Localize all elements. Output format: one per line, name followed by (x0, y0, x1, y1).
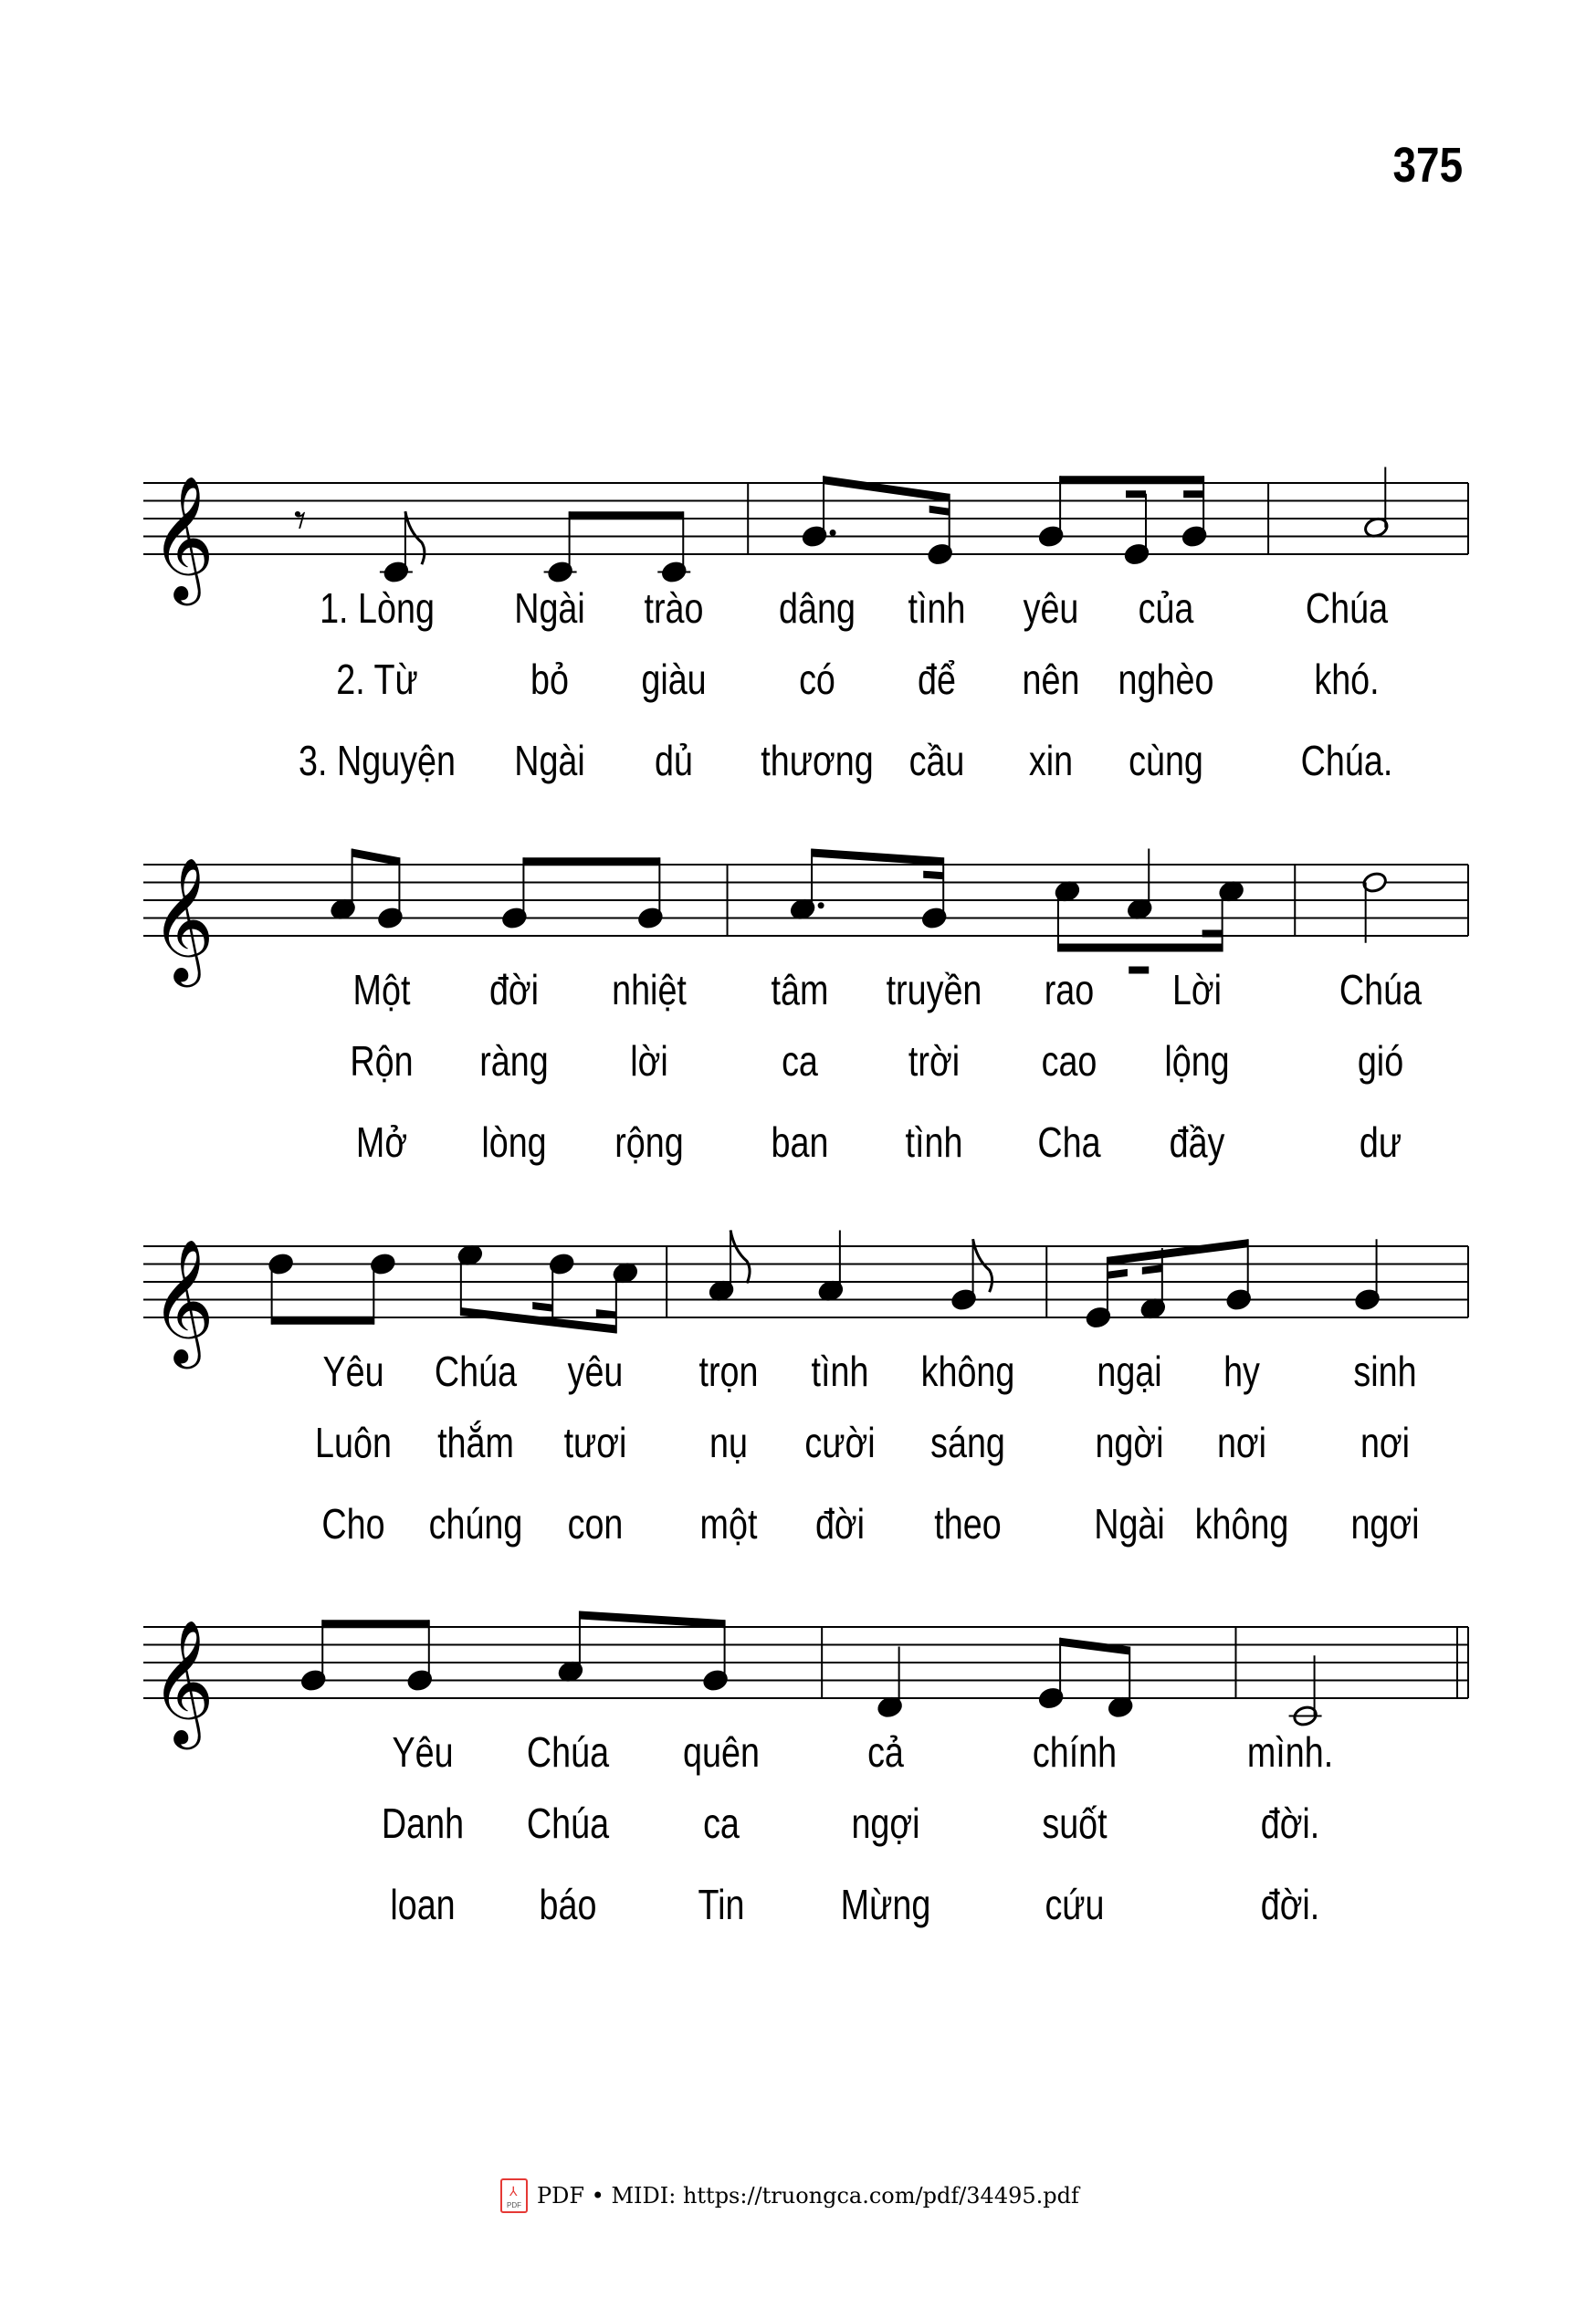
lyric-word: Chúa. (1300, 737, 1393, 784)
lyric-word: giàu (641, 656, 707, 703)
lyric-word: quên (683, 1728, 761, 1776)
lyric-word: để (918, 656, 957, 703)
page-number: 375 (1392, 138, 1463, 193)
lyric-word: loan (390, 1881, 456, 1928)
lyric-word: Rộn (350, 1037, 414, 1085)
lyric-word: trời (908, 1037, 961, 1085)
lyric-word: rộng (614, 1118, 684, 1166)
treble-clef-icon: 𝄞 (151, 474, 215, 600)
treble-clef-icon: 𝄞 (151, 855, 215, 981)
lyric-word: Mừng (840, 1881, 931, 1928)
lyric-word: Chúa (435, 1348, 518, 1395)
footer-link[interactable] (500, 2178, 1079, 2213)
lyric-word: Ngài (514, 737, 586, 784)
lyric-word: Chúa (1339, 966, 1423, 1013)
lyric-word: Mở (355, 1118, 407, 1166)
lyric-word: thắm (437, 1419, 515, 1466)
lyric-word: theo (934, 1500, 1003, 1548)
lyric-word: báo (539, 1881, 597, 1928)
note-beam (1058, 944, 1223, 952)
sixteenth-beam (532, 1302, 552, 1312)
lyric-word: đời. (1261, 1881, 1320, 1928)
lyric-word: Cha (1036, 1118, 1101, 1166)
lyric-word: tươi (564, 1419, 627, 1466)
lyric-word: Tin (698, 1881, 745, 1928)
note-beam (1108, 1239, 1248, 1265)
lyric-word: Ngài (514, 584, 586, 632)
lyric-word: Yêu (392, 1728, 454, 1776)
lyric-word: ngơi (1350, 1500, 1420, 1548)
lyric-word: ràng (479, 1037, 550, 1085)
note-beam (1060, 476, 1203, 484)
treble-clef-icon: 𝄞 (151, 1237, 215, 1363)
lyric-word: đời (489, 966, 540, 1013)
lyric-word: tình (908, 584, 966, 632)
lyric-word: ban (771, 1118, 829, 1166)
lyric-word: 2. Từ (336, 656, 418, 703)
lyric-word: trọn (698, 1348, 759, 1395)
lyric-word: Ngài (1094, 1500, 1165, 1548)
lyric-word: chính (1032, 1728, 1118, 1776)
sixteenth-beam (1126, 490, 1146, 498)
sixteenth-beam (923, 871, 943, 879)
sixteenth-beam (929, 506, 950, 516)
sixteenth-beam (1129, 967, 1149, 974)
lyric-word: nơi (1216, 1419, 1267, 1466)
lyric-word: con (568, 1500, 624, 1548)
pdf-icon-label: PDF (507, 2201, 521, 2209)
lyric-word: nụ (709, 1419, 749, 1466)
eighth-rest-icon: 𝄾 (293, 493, 307, 549)
note-beam (322, 1620, 429, 1628)
lyric-word: cả (866, 1728, 904, 1776)
lyric-word: rao (1044, 966, 1094, 1013)
lyric-word: dủ (655, 737, 694, 784)
lyric-word: Yêu (322, 1348, 384, 1395)
lyric-word: một (699, 1500, 758, 1548)
lyric-word: đời. (1261, 1800, 1320, 1847)
lyric-word: ngợi (851, 1800, 920, 1847)
sixteenth-beam (1202, 930, 1223, 938)
lyric-word: lời (629, 1037, 668, 1085)
note-beam (812, 848, 943, 866)
note-flag (730, 1230, 750, 1283)
sixteenth-beam (1142, 1264, 1162, 1275)
treble-clef-icon: 𝄞 (151, 1618, 215, 1744)
lyric-word: khó. (1314, 656, 1380, 703)
augmentation-dot (830, 530, 836, 536)
lyric-word: có (799, 656, 836, 703)
footer-text[interactable]: PDF • MIDI: https://truongca.com/pdf/34495.pdf (537, 2183, 1079, 2209)
lyric-word: mình. (1247, 1728, 1334, 1776)
lyric-word: xin (1028, 737, 1074, 784)
lyric-word: ca (781, 1037, 818, 1085)
lyric-word: Luôn (314, 1419, 392, 1466)
lyric-word: yêu (568, 1348, 624, 1395)
lyric-word: nghèo (1118, 656, 1214, 703)
note-beam (272, 1317, 374, 1325)
note-beam (1060, 1638, 1129, 1655)
lyric-word: yêu (1023, 584, 1079, 632)
lyric-word: ngời (1095, 1419, 1164, 1466)
sixteenth-beam (1108, 1269, 1128, 1279)
lyric-word: truyền (886, 966, 982, 1013)
note-beam (523, 857, 659, 866)
lyric-word: Lời (1172, 966, 1223, 1013)
lyric-word: cười (803, 1419, 876, 1466)
pdf-file-icon: ⅄ PDF (500, 2178, 528, 2213)
lyric-word: đầy (1169, 1118, 1225, 1166)
lyric-word: Chúa (1305, 584, 1388, 632)
lyric-word: sinh (1353, 1348, 1417, 1395)
lyric-word: tình (905, 1118, 963, 1166)
lyric-word: cùng (1129, 737, 1204, 784)
lyric-word: Danh (381, 1800, 465, 1847)
lyric-word: nhiệt (611, 966, 687, 1013)
lyric-word: thương (761, 737, 875, 784)
lyric-word: Chúa (526, 1728, 609, 1776)
lyric-word: chúng (428, 1500, 523, 1548)
lyric-word: cầu (909, 737, 965, 784)
lyric-word: Một (352, 966, 411, 1013)
lyric-word: Chúa (526, 1800, 609, 1847)
note-beam (824, 476, 950, 502)
lyric-word: sáng (930, 1419, 1006, 1466)
lyric-word: nơi (1360, 1419, 1411, 1466)
lyric-word: tình (811, 1348, 869, 1395)
augmentation-dot (818, 902, 824, 908)
lyric-word: bỏ (530, 656, 570, 703)
lyric-word: hy (1223, 1348, 1260, 1395)
lyric-word: suốt (1042, 1800, 1108, 1847)
lyric-word: dư (1360, 1118, 1402, 1166)
lyric-word: không (1194, 1500, 1289, 1548)
lyric-word: 3. Nguyện (298, 737, 456, 784)
lyric-word: trào (644, 584, 704, 632)
sixteenth-beam (1183, 490, 1203, 498)
note-beam (461, 1307, 616, 1334)
lyric-word: nên (1022, 656, 1080, 703)
note-beam (352, 848, 400, 866)
lyric-word: lòng (481, 1118, 548, 1166)
lyric-word: 1. Lòng (319, 584, 435, 632)
lyric-word: của (1138, 584, 1194, 632)
lyric-word: dâng (779, 584, 856, 632)
lyric-word: cứu (1045, 1881, 1105, 1928)
lyric-word: tâm (771, 966, 829, 1013)
note-beam (570, 511, 684, 519)
lyric-word: đời (814, 1500, 865, 1548)
lyric-word: lộng (1164, 1037, 1231, 1085)
lyric-word: không (921, 1348, 1015, 1395)
lyric-word: cao (1041, 1037, 1097, 1085)
lyric-word: gió (1357, 1037, 1404, 1085)
note-beam (580, 1611, 725, 1628)
lyric-word: ca (703, 1800, 740, 1847)
lyric-word: Cho (321, 1500, 385, 1548)
lyric-word: ngại (1097, 1348, 1162, 1395)
